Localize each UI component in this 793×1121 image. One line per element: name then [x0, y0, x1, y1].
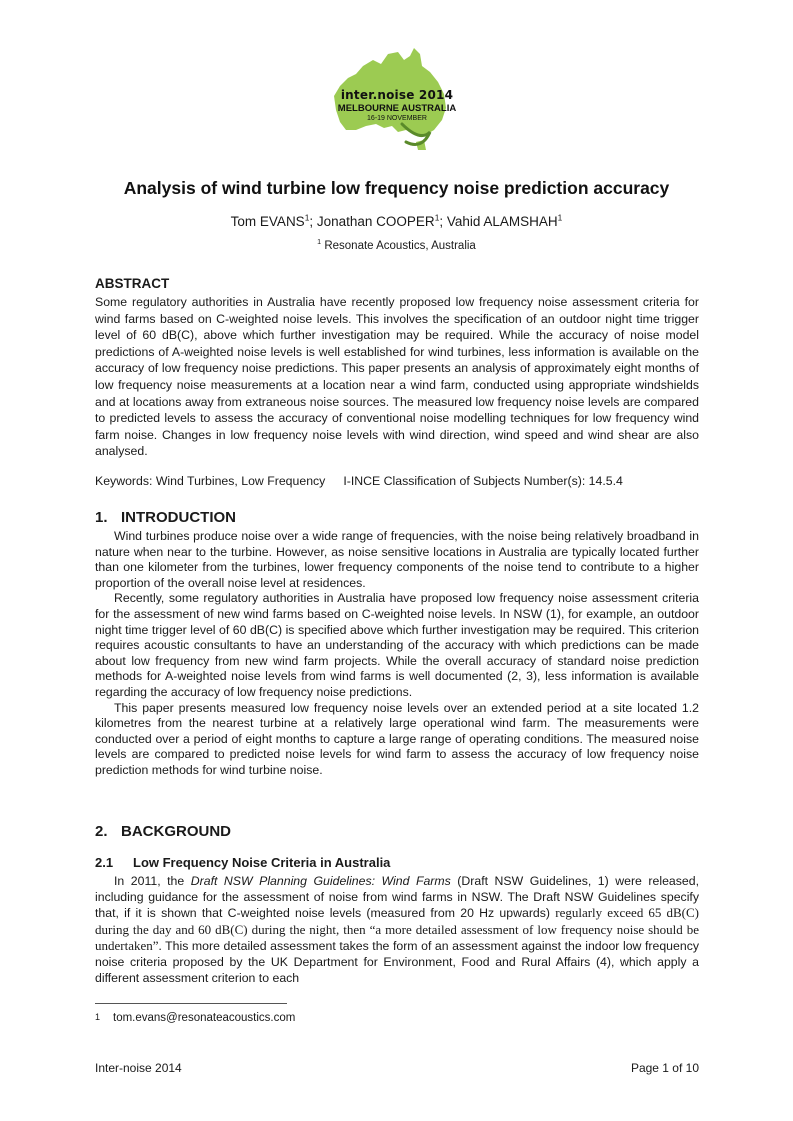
footer-page-number: Page 1 of 10 — [630, 1061, 699, 1075]
section-number: 2. — [95, 823, 108, 840]
keywords-line — [95, 474, 623, 488]
footnote — [95, 1012, 295, 1024]
author-affil-mark: 1 — [304, 212, 310, 223]
keywords-text: Keywords: Wind Turbines, Low Frequency — [95, 474, 326, 488]
conference-logo — [318, 46, 476, 168]
affiliation-text: Resonate Acoustics, Australia — [324, 240, 476, 252]
affiliation — [40, 240, 753, 252]
paragraph: Recently, some regulatory authorities in Australia have proposed low frequency noise assessment criteria for the assessment of new wind farms based on C-weighted noise levels. In NSW (1), for example, an outdoor night time trigger level of 60 dB(C) is specified above which further investigation may be required. This criterion requires acoustic consultants to have an understanding of the accuracy with which predictions can be made about low frequency from new wind farm projects. While the overall accuracy of standard noise prediction methods for A-weighted noise levels from wind farms is well documented (2, 3), less information is available regarding the accuracy of low frequency noise predictions. — [95, 591, 699, 699]
paragraph: Wind turbines produce noise over a wide range of frequencies, with the noise being relatively broadband in nature when near to the turbine. However, as noise sensitive locations in Australia are typically located further than one kilometer from the turbines, lower frequency components of the noise tend to contribute to a higher proportion of the overall noise level at residences. — [95, 529, 699, 590]
author-affil-mark: 1 — [557, 212, 563, 223]
introduction-body — [95, 529, 699, 779]
footnote-rule — [95, 1003, 287, 1004]
section-title: INTRODUCTION — [121, 509, 236, 526]
section-number: 1. — [95, 509, 108, 526]
section-title: BACKGROUND — [121, 823, 231, 840]
quoted-criterion: regularly exceed 65 dB(C) during the day and 60 dB(C) during the night, then “a more detailed assessment of low frequency noise should be undertaken”. — [95, 905, 699, 954]
author-affil-mark: 1 — [434, 212, 440, 223]
subsection-number: 2.1 — [95, 855, 114, 870]
author-separator: ; — [439, 214, 447, 229]
footer-conference: Inter-noise 2014 — [95, 1061, 182, 1075]
text-run: (Draft NSW Guidelines, 1) were released, including guidance for the assessment of noise from wind farms in NSW. The Draft NSW Guidelines specify that, if it is shown that C-weighted noise levels (measured from 20 Hz upwards) — [95, 874, 699, 921]
author-name: Tom EVANS — [230, 214, 305, 229]
author-name: Vahid ALAMSHAH — [446, 214, 558, 229]
section-heading-background — [95, 823, 231, 840]
text-run: In 2011, the — [114, 874, 191, 888]
guideline-title: Draft NSW Planning Guidelines: Wind Farms — [190, 874, 451, 888]
section-heading-introduction — [95, 509, 236, 526]
paragraph: This paper presents measured low frequency noise levels over an extended period at a site located 1.2 kilometres from the nearest turbine at a relatively large operational wind farm. The measurements were conducted over a period of eight months to capture a large range of operating conditions. The measured noise levels are compared to predicted noise levels for wind farm to assess the accuracy of low frequency noise prediction methods for wind turbine noise. — [95, 700, 699, 777]
footnote-email[interactable]: tom.evans@resonateacoustics.com — [113, 1012, 296, 1024]
background-body — [95, 874, 699, 986]
abstract-heading: ABSTRACT — [95, 276, 170, 291]
logo-location: MELBOURNE AUSTRALIA — [337, 103, 457, 114]
author-name: Jonathan COOPER — [316, 214, 435, 229]
author-separator: ; — [309, 214, 317, 229]
footnote-mark: 1 — [95, 1012, 101, 1022]
paragraph — [95, 874, 699, 986]
classification-text: I-INCE Classification of Subjects Number(s): 14.5.4 — [343, 474, 623, 488]
author-list — [40, 214, 753, 229]
paper-title: Analysis of wind turbine low frequency noise prediction accuracy — [123, 178, 670, 198]
subsection-heading — [95, 855, 390, 870]
abstract-text: Some regulatory authorities in Australia have recently proposed low frequency noise assessment criteria for wind farms based on C-weighted noise levels. This involves the specification of an outdoor night time trigger level of 60 dB(C), above which further investigation may be required. While the accuracy of noise model predictions of A-weighted noise levels is well established for wind turbines, less information is available on the accuracy of low frequency noise predictions. This paper presents an analysis of approximately eight months of low frequency noise measurements at a location near a wind farm, conducted using appropriate windshields and at locations away from extraneous noise sources. The measured low frequency noise levels are compared to predicted levels to assess the accuracy of conventional noise modelling techniques for low frequency wind farm noise. Changes in low frequency noise levels with wind direction, wind speed and wind shear are also analysed. — [95, 295, 699, 459]
logo-dates: 16-19 NOVEMBER — [367, 115, 427, 122]
text-run: This more detailed assessment takes the form of an assessment against the indoor low frequency noise criteria proposed by the UK Department for Environment, Food and Rural Affairs (4), which apply a different assessment criterion to each — [95, 939, 699, 985]
logo-title: inter.noise 2014 — [340, 88, 454, 102]
subsection-title: Low Frequency Noise Criteria in Australia — [133, 855, 391, 870]
affiliation-mark: 1 — [317, 238, 322, 247]
